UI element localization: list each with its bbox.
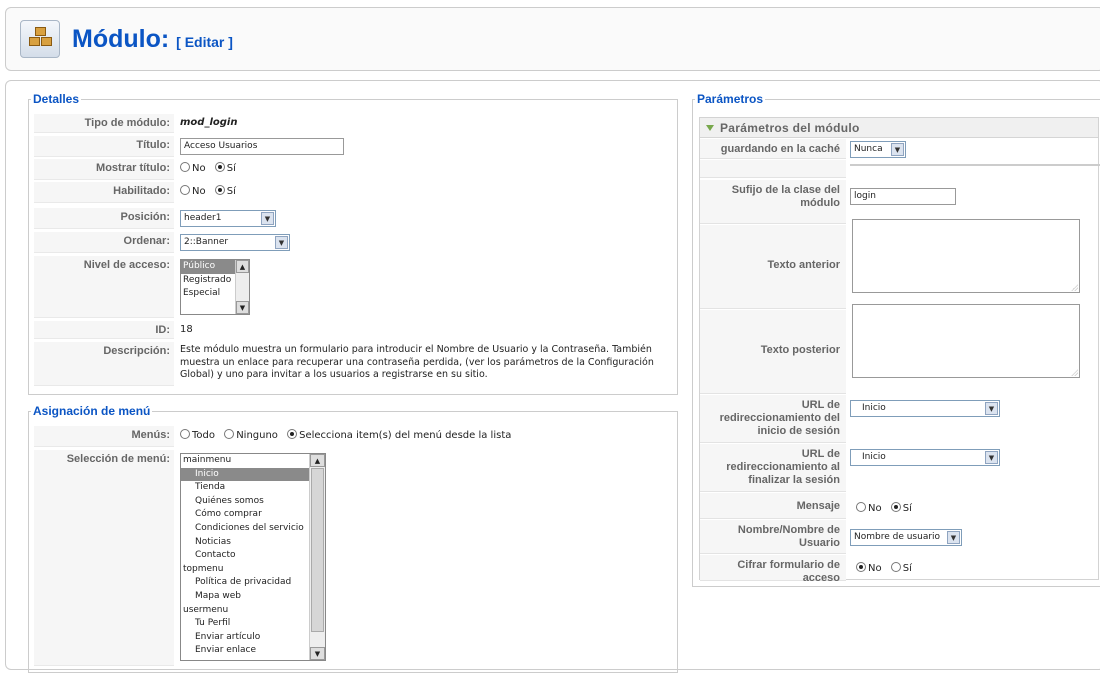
module-type-value: mod_login — [180, 117, 238, 128]
module-icon — [20, 20, 60, 58]
show-title-yes-radio[interactable] — [215, 162, 225, 172]
toolbar-header — [5, 7, 1100, 71]
login-redirect-select[interactable]: Inicio ▼ — [850, 400, 1000, 417]
page-title: Módulo: [ Editar ] — [72, 25, 233, 53]
scrollbar[interactable] — [235, 260, 249, 314]
menu-group-label[interactable]: usermenu — [183, 604, 229, 615]
list-item[interactable]: Mapa web — [195, 590, 241, 601]
enabled-yes-radio[interactable] — [215, 185, 225, 195]
suffix-input[interactable]: login — [850, 188, 956, 205]
menus-none-radio[interactable] — [224, 429, 234, 439]
details-fieldset — [28, 92, 678, 395]
menus-row: Menús: Todo Ninguno Selecciona item(s) del menú desde la lista — [34, 426, 674, 447]
scroll-thumb[interactable] — [311, 468, 324, 632]
scroll-down-icon[interactable]: ▼ — [310, 647, 325, 660]
chevron-down-icon: ▼ — [985, 402, 998, 415]
triangle-down-icon — [706, 125, 714, 131]
scroll-down-icon[interactable]: ▼ — [236, 301, 249, 314]
chevron-down-icon: ▼ — [947, 531, 960, 544]
module-parameters-panel: Parámetros del módulo guardando en la caché Nunca ▼ Sufijo de la clase del módulo login Texto anterior Texto posterior URL de redireccionamiento del inicio de sesión Inicio ▼ URL de redireccionamiento al finalizar la sesión Inicio ▼ Mensaje No Sí Nombre/Nombre de Usuario Nombre de usuario ▼ Cifrar formulario de acceso No Sí — [699, 117, 1099, 580]
menus-all-radio[interactable] — [180, 429, 190, 439]
separator — [850, 164, 1100, 166]
position-select[interactable]: header1 ▼ — [180, 210, 276, 227]
list-item[interactable]: Registrado — [183, 274, 232, 285]
greeting-yes-radio[interactable] — [891, 502, 901, 512]
description-row: Descripción: Este módulo muestra un formulario para introducir el Nombre de Usuario y la Contraseña. También muestra un enlace para recuperar una contraseña perdida, (ver los parámetros de la Configuración Global) y uno para invitar a los usuarios a registrarse en su sitio. — [34, 342, 674, 386]
menu-group-label[interactable]: mainmenu — [183, 455, 232, 465]
scroll-up-icon[interactable]: ▲ — [236, 260, 249, 273]
menu-selection-row: Selección de menú: mainmenu Inicio Tienda Quiénes somos Cómo comprar Condiciones del servicio Noticias Contacto topmenu Política de privacidad Mapa web usermenu Tu Perfil Enviar artículo Enviar enlace ▲ ▼ — [34, 450, 674, 666]
menus-select-radio[interactable] — [287, 429, 297, 439]
parameters-fieldset — [692, 92, 1100, 587]
main-panel — [5, 80, 1100, 670]
enabled-row: Habilitado: No Sí — [34, 182, 674, 203]
posttext-textarea[interactable] — [852, 304, 1080, 378]
list-item[interactable]: Tu Perfil — [195, 618, 231, 629]
panel-header[interactable]: Parámetros del módulo — [700, 118, 1098, 138]
encrypt-no-radio[interactable] — [856, 562, 866, 572]
access-row: Nivel de acceso: Público Registrado Especial ▲ ▼ — [34, 256, 674, 318]
name-select[interactable]: Nombre de usuario ▼ — [850, 529, 962, 546]
list-item[interactable]: Enviar artículo — [195, 631, 261, 642]
chevron-down-icon: ▼ — [891, 143, 904, 156]
cache-select[interactable]: Nunca ▼ — [850, 141, 906, 158]
list-item[interactable]: Cómo comprar — [195, 509, 262, 520]
scroll-up-icon[interactable]: ▲ — [310, 454, 325, 467]
list-item[interactable]: Condiciones del servicio — [195, 522, 304, 533]
details-legend: Detalles — [33, 92, 80, 106]
list-item[interactable]: Inicio — [181, 468, 309, 482]
show-title-row: Mostrar título: No Sí — [34, 159, 674, 180]
menu-assignment-legend: Asignación de menú — [33, 404, 151, 418]
list-item[interactable]: Noticias — [195, 536, 231, 547]
parameters-legend: Parámetros — [697, 92, 764, 106]
greeting-no-radio[interactable] — [856, 502, 866, 512]
menu-group-label[interactable]: topmenu — [183, 563, 224, 574]
chevron-down-icon: ▼ — [275, 236, 288, 249]
resize-grip-icon[interactable] — [1071, 369, 1078, 376]
module-type-row: Tipo de módulo: mod_login — [34, 114, 674, 133]
page-subtitle: [ Editar ] — [176, 34, 233, 50]
position-row: Posición: header1 ▼ — [34, 208, 674, 229]
list-item[interactable]: Tienda — [195, 482, 226, 493]
id-value: 18 — [180, 324, 193, 335]
access-listbox[interactable] — [180, 259, 250, 315]
encrypt-yes-radio[interactable] — [891, 562, 901, 572]
chevron-down-icon: ▼ — [261, 212, 274, 225]
show-title-no-radio[interactable] — [180, 162, 190, 172]
title-row: Título: Acceso Usuarios — [34, 136, 674, 157]
pretext-textarea[interactable] — [852, 219, 1080, 293]
list-item[interactable]: Quiénes somos — [195, 495, 264, 506]
chevron-down-icon: ▼ — [985, 451, 998, 464]
id-row: ID: 18 — [34, 321, 674, 339]
menu-assignment-fieldset — [28, 404, 678, 673]
enabled-no-radio[interactable] — [180, 185, 190, 195]
list-item[interactable]: Política de privacidad — [195, 577, 292, 588]
list-item[interactable]: Contacto — [195, 550, 236, 561]
list-item[interactable]: Enviar enlace — [195, 645, 257, 656]
resize-grip-icon[interactable] — [1071, 284, 1078, 291]
menu-selection-listbox[interactable] — [180, 453, 326, 661]
order-select[interactable]: 2::Banner ▼ — [180, 234, 290, 251]
description-text: Este módulo muestra un formulario para introducir el Nombre de Usuario y la Contraseña. También muestra un enlace para recuperar una contraseña perdida, (ver los parámetros de la Configuración Global) y uno para invitar a los usuarios a registrarse en su sitio. — [180, 344, 654, 380]
scrollbar[interactable] — [309, 454, 325, 660]
title-input[interactable]: Acceso Usuarios — [180, 138, 344, 155]
logout-redirect-select[interactable]: Inicio ▼ — [850, 449, 1000, 466]
list-item[interactable]: Especial — [183, 288, 221, 299]
order-row: Ordenar: 2::Banner ▼ — [34, 232, 674, 253]
list-item[interactable]: Público — [181, 260, 235, 274]
